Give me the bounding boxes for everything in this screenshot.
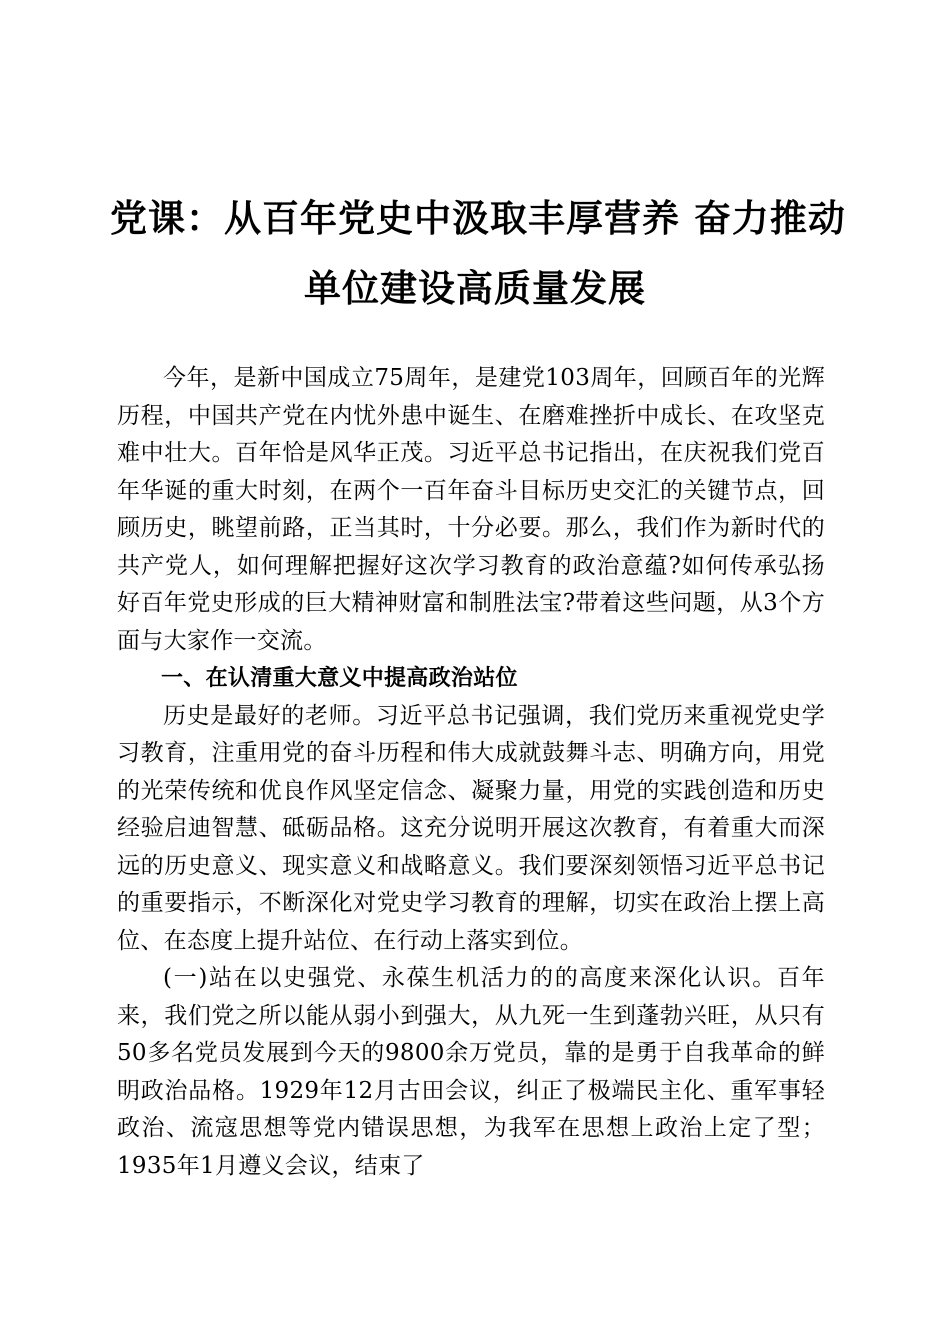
document-body [117, 360, 825, 1185]
paragraph-subsection-1: (一)站在以史强党、永葆生机活力的的高度来深化认识。百年来，我们党之所以能从弱小到强大，从九死一生到蓬勃兴旺，从只有50多名党员发展到今天的9800余万党员，靠的是勇于自我革命的鲜明政治品格。1929年12月古田会议，纠正了极端民主化、重军事轻政治、流寇思想等党内错误思想，为我军在思想上政治上定了型；1935年1月遵义会议，结束了 [117, 965, 825, 1179]
section-heading-1: 一、在认清重大意义中提高政治站位 [161, 666, 518, 691]
paragraph-section-1: 历史是最好的老师。习近平总书记强调，我们党历来重视党史学习教育，注重用党的奋斗历程和伟大成就鼓舞斗志、明确方向，用党的光荣传统和优良作风坚定信念、凝聚力量，用党的实践创造和历史经验启迪智慧、砥砺品格。这充分说明开展这次教育，有着重大而深远的历史意义、现实意义和战略意义。我们要深刻领悟习近平总书记的重要指示，不断深化对党史学习教育的理解，切实在政治上摆上高位、在态度上提升站位、在行动上落实到位。 [117, 702, 825, 954]
document-title-line-2: 单位建设高质量发展 [304, 266, 646, 310]
document-title-line-1: 党课：从百年党史中汲取丰厚营养 奋力推动 [110, 196, 846, 240]
paragraph-intro: 今年，是新中国成立75周年，是建党103周年，回顾百年的光辉历程，中国共产党在内忧外患中诞生、在磨难挫折中成长、在攻坚克难中壮大。百年恰是风华正茂。习近平总书记指出，在庆祝我们党百年华诞的重大时刻，在两个一百年奋斗目标历史交汇的关键节点，回顾历史，眺望前路，正当其时，十分必要。那么，我们作为新时代的共产党人，如何理解把握好这次学习教育的政治意蕴?如何传承弘扬好百年党史形成的巨大精神财富和制胜法宝?带着这些问题，从3个方面与大家作一交流。 [117, 365, 825, 654]
